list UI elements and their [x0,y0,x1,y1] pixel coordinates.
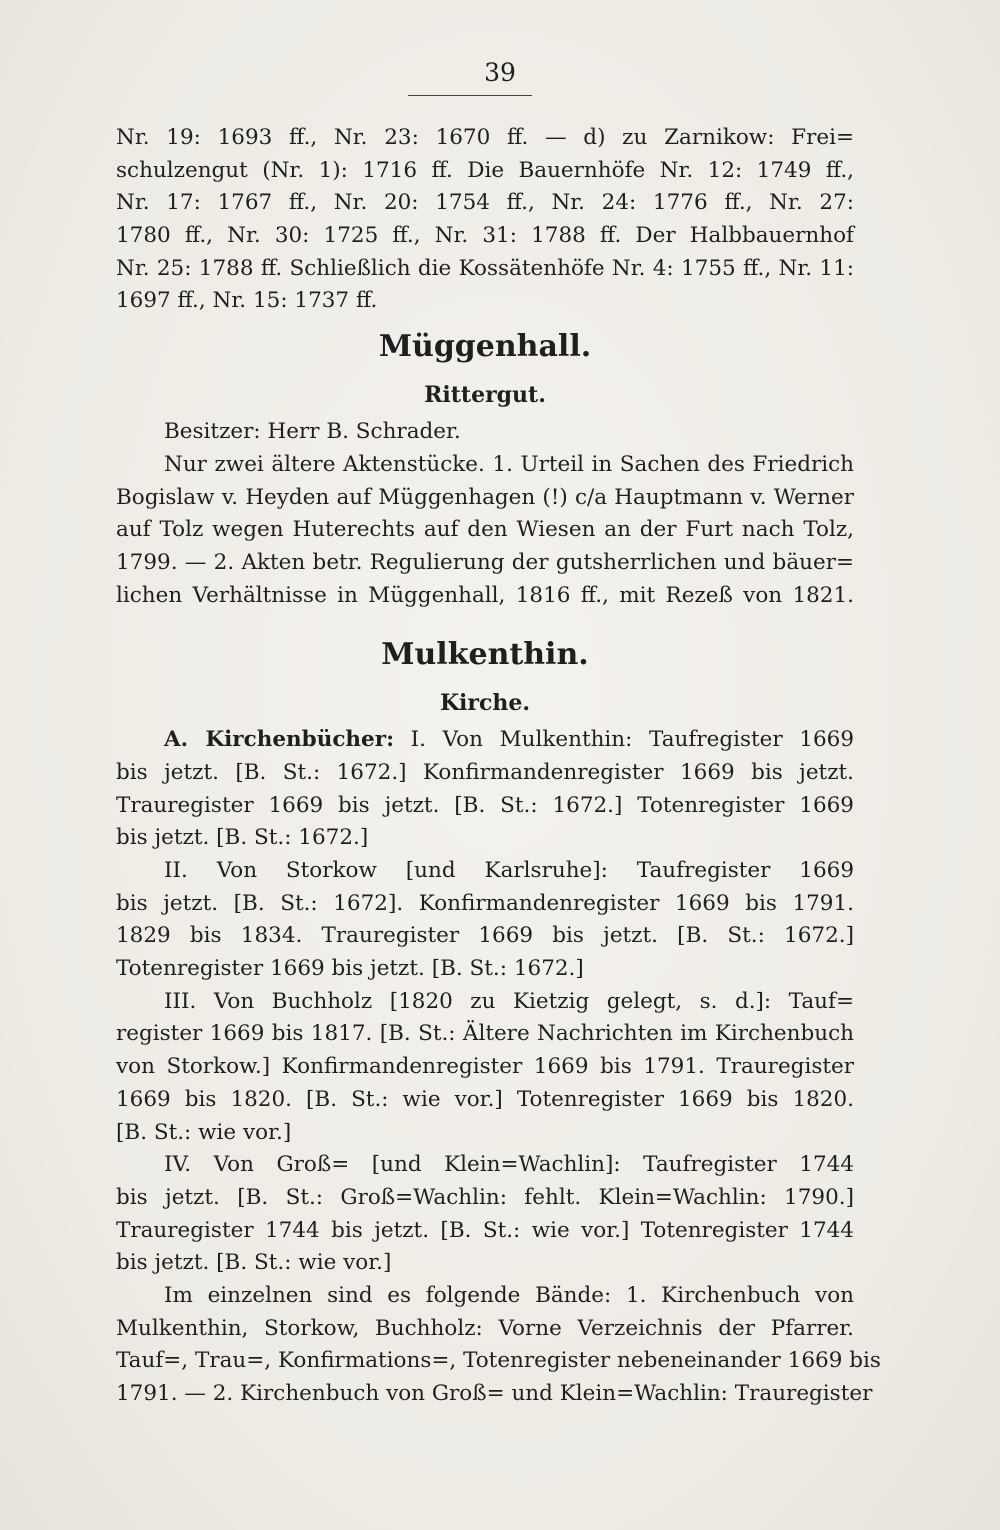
paragraph-buchholz [116,986,854,1149]
text-line: bis jetzt. [B. St.: 1672.] [116,825,369,851]
text-line: 1780 ff., Nr. 30: 1725 ff., Nr. 31: 1788 ff. Der Halbbauernhof [116,223,854,249]
text-line: bis jetzt. [B. St.: wie vor.] [116,1250,392,1276]
text-line: Mulkenthin, Storkow, Buchholz: Vorne Verzeichnis der Pfarrer. [116,1315,854,1341]
text-line: schulzengut (Nr. 1): 1716 ff. Die Bauernhöfe Nr. 12: 1749 ff., [116,157,854,183]
text-line: II. Von Storkow [und Karlsruhe]: Taufregister 1669 [164,858,854,883]
text-line: von Storkow.] Konfirmandenregister 1669 bis 1791. Trauregister [116,1054,854,1080]
section-title-mueggenhall: Müggenhall. [378,329,592,365]
text-line: bis jetzt. [B. St.: Groß=Wachlin: fehlt. Klein=Wachlin: 1790.] [116,1184,854,1210]
text-line: 1829 bis 1834. Trauregister 1669 bis jetzt. [B. St.: 1672.] [116,923,854,949]
text-line: register 1669 bis 1817. [B. St.: Ältere Nachrichten im Kirchenbuch [116,1021,854,1047]
paragraph-storkow [116,855,854,986]
page-number: 39 [484,58,516,87]
paragraph-baende [116,1280,881,1411]
text-line: Trauregister 1744 bis jetzt. [B. St.: wie vor.] Totenregister 1744 [116,1217,854,1243]
text-line: Nr. 17: 1767 ff., Nr. 20: 1754 ff., Nr. 24: 1776 ff., Nr. 27: [116,190,854,216]
page-number-rule [408,95,532,96]
text-line: Im einzelnen sind es folgende Bände: 1. Kirchenbuch von [164,1282,854,1308]
text-line: Bogislaw v. Heyden auf Müggenhagen (!) c/a Hauptmann v. Werner [116,484,854,510]
text-line: Trauregister 1669 bis jetzt. [B. St.: 1672.] Totenregister 1669 [116,792,854,818]
text-line: III. Von Buchholz [1820 zu Kietzig gelegt, s. d.]: Tauf= [164,988,854,1014]
text-line: 1799. — 2. Akten betr. Regulierung der gutsherrlichen und bäuer= [116,549,854,575]
text-line: 1791. — 2. Kirchenbuch von Groß= und Klein=Wachlin: Trauregister [116,1381,873,1406]
owner-line: Besitzer: Herr B. Schrader. [164,419,461,445]
text-line: 1669 bis 1820. [B. St.: wie vor.] Totenregister 1669 bis 1820. [116,1086,854,1112]
section-subtitle-kirche: Kirche. [439,690,531,717]
text-line: lichen Verhältnisse in Müggenhall, 1816 ff., mit Rezeß von 1821. [116,582,854,608]
text-line: Nur zwei ältere Aktenstücke. 1. Urteil in Sachen des Friedrich [164,451,854,477]
section-subtitle-rittergut: Rittergut. [424,382,546,409]
text-line: auf Tolz wegen Huterechts auf den Wiesen an der Furt nach Tolz, [116,517,854,543]
text-line: bis jetzt. [B. St.: 1672.] Konfirmandenregister 1669 bis jetzt. [116,759,854,785]
text-line: Nr. 19: 1693 ff., Nr. 23: 1670 ff. — d) zu Zarnikow: Frei= [116,125,854,150]
paragraph-wachlin [116,1149,854,1280]
text-line: [B. St.: wie vor.] [116,1119,292,1145]
section-title-mulkenthin: Mulkenthin. [381,637,589,673]
text-line: Nr. 25: 1788 ff. Schließlich die Kossätenhöfe Nr. 4: 1755 ff., Nr. 11: [116,255,854,281]
text-fragment: I. Von Mulkenthin: Taufregister 1669 [410,727,854,753]
page-body [116,122,881,1411]
text-line [116,724,854,757]
text-line: 1697 ff., Nr. 15: 1737 ff. [116,288,378,314]
paragraph-zarnikow [116,122,854,318]
text-line: bis jetzt. [B. St.: 1672]. Konfirmandenregister 1669 bis 1791. [116,890,854,916]
text-line: Totenregister 1669 bis jetzt. [B. St.: 1672.] [116,956,584,982]
text-line: Tauf=, Trau=, Konfirmations=, Totenregister nebeneinander 1669 bis [116,1348,881,1374]
text-line: IV. Von Groß= [und Klein=Wachlin]: Taufregister 1744 [164,1152,854,1178]
paragraph-mueggenhall [116,449,854,612]
subheading-kirchenbuecher: A. Kirchenbücher: [164,727,395,753]
paragraph-kirchenbuecher-mulkenthin [116,724,854,855]
